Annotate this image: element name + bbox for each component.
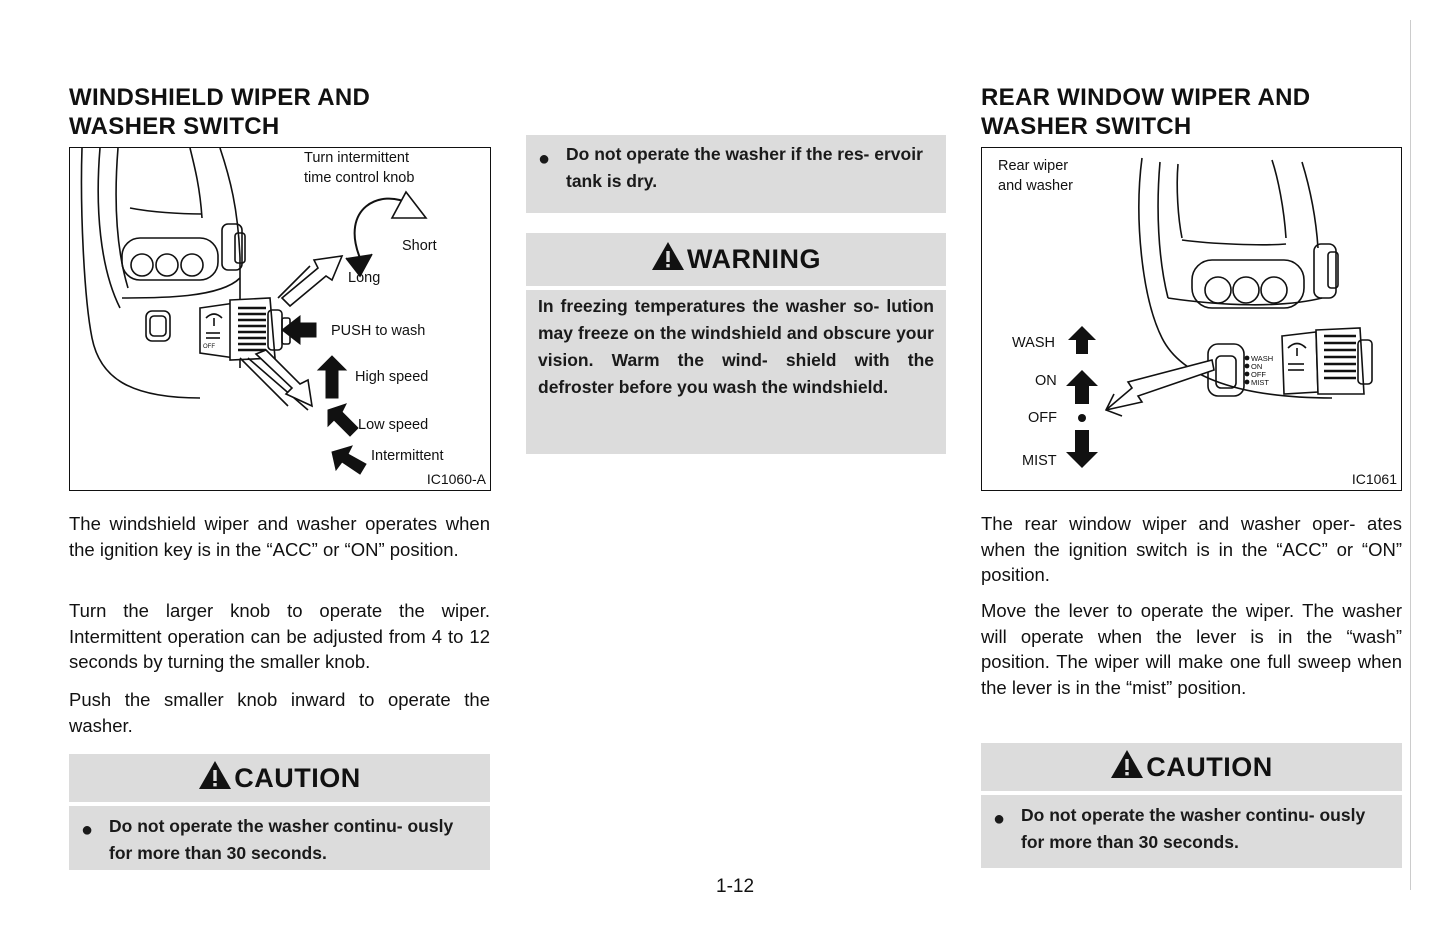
right-figure-id: IC1061 [1351, 471, 1397, 487]
right-paragraph-2: Move the lever to operate the wiper. The washer will operate when the lever is in the “wash” position. The wiper will make one full sweep when the lever is in the “mist” position. [981, 600, 1402, 698]
reservoir-note-box [526, 135, 946, 213]
short-label: Short [402, 238, 437, 254]
warning-triangle-icon [1110, 749, 1144, 786]
right-heading-line-1: REAR WINDOW WIPER AND [981, 84, 1311, 111]
turn-knob-label-line-1: Turn intermittent [304, 150, 410, 166]
left-caution-box [69, 806, 490, 870]
page-number: 1-12 [716, 876, 755, 897]
rear-wiper-label-line-1: Rear wiper [998, 158, 1069, 174]
switch-on-marking: ON [1251, 362, 1263, 371]
warning-triangle-icon [651, 241, 685, 278]
left-heading-line-2: WASHER SWITCH [69, 113, 280, 140]
warning-triangle-icon [198, 760, 232, 797]
left-caution-header [69, 754, 490, 802]
switch-mist-marking: MIST [1251, 378, 1269, 387]
right-caution-text: Do not operate the washer continu- ously for more than 30 seconds. [1021, 805, 1366, 852]
left-paragraph-1: The windshield wiper and washer operates when the ignition key is in the “ACC” or “ON” position. [69, 513, 490, 560]
long-label: Long [348, 270, 381, 286]
rear-wiper-switch-figure [981, 147, 1402, 491]
intermittent-label: Intermittent [371, 448, 444, 464]
right-heading [981, 83, 1310, 141]
high-speed-label: High speed [355, 369, 429, 385]
left-figure-id: IC1060-A [426, 471, 486, 487]
turn-knob-label [304, 148, 414, 188]
reservoir-note-text: Do not operate the washer if the res- ervoir tank is dry. [566, 144, 923, 191]
warning-header [526, 233, 946, 286]
switch-wash-marking: WASH [1251, 354, 1274, 363]
bullet-icon: ● [538, 148, 551, 170]
bullet-icon: ● [993, 808, 1006, 830]
windshield-switch-illustration [70, 148, 491, 491]
low-speed-label: Low speed [358, 417, 429, 433]
turn-knob-label-line-2: time control knob [304, 170, 415, 186]
windshield-switch-figure [69, 147, 491, 491]
rear-wiper-label-line-2: and washer [998, 178, 1073, 194]
left-paragraph-3: Push the smaller knob inward to operate the washer. [69, 689, 490, 736]
on-position-label: ON [1035, 373, 1057, 389]
switch-off-marking: OFF [1251, 370, 1266, 379]
bullet-icon: ● [81, 819, 94, 841]
switch-off-marking: OFF [203, 344, 215, 350]
left-heading-line-1: WINDSHIELD WIPER AND [69, 84, 371, 111]
left-paragraph-2: Turn the larger knob to operate the wiper. Intermittent operation can be adjusted from 4 to 12 seconds by turning the smaller knob. [69, 600, 490, 672]
left-heading [69, 83, 370, 141]
right-paragraph-1: The rear window wiper and washer oper- ates when the ignition switch is in the “ACC” or “ON” position. [981, 513, 1402, 585]
right-caution-header [981, 743, 1402, 791]
warning-text: In freezing temperatures the washer so- lution may freeze on the windshield and obscure your vision. Warm the wind- shield with the defroster before you wash the windshield. [538, 296, 934, 397]
warning-box [526, 290, 946, 454]
rear-wiper-switch-illustration [982, 148, 1402, 491]
right-caution-title: CAUTION [1146, 751, 1273, 782]
right-caution-box [981, 795, 1402, 868]
page-edge-rule [1410, 20, 1411, 890]
wash-position-label: WASH [1012, 335, 1055, 351]
off-position-label: OFF [1028, 410, 1057, 426]
rear-wiper-label [998, 156, 1073, 196]
right-heading-line-2: WASHER SWITCH [981, 113, 1192, 140]
warning-title: WARNING [687, 244, 821, 274]
mist-position-label: MIST [1022, 453, 1057, 469]
left-caution-text: Do not operate the washer continu- ously for more than 30 seconds. [109, 816, 454, 863]
left-caution-title: CAUTION [234, 762, 361, 793]
push-to-wash-label: PUSH to wash [331, 323, 426, 339]
